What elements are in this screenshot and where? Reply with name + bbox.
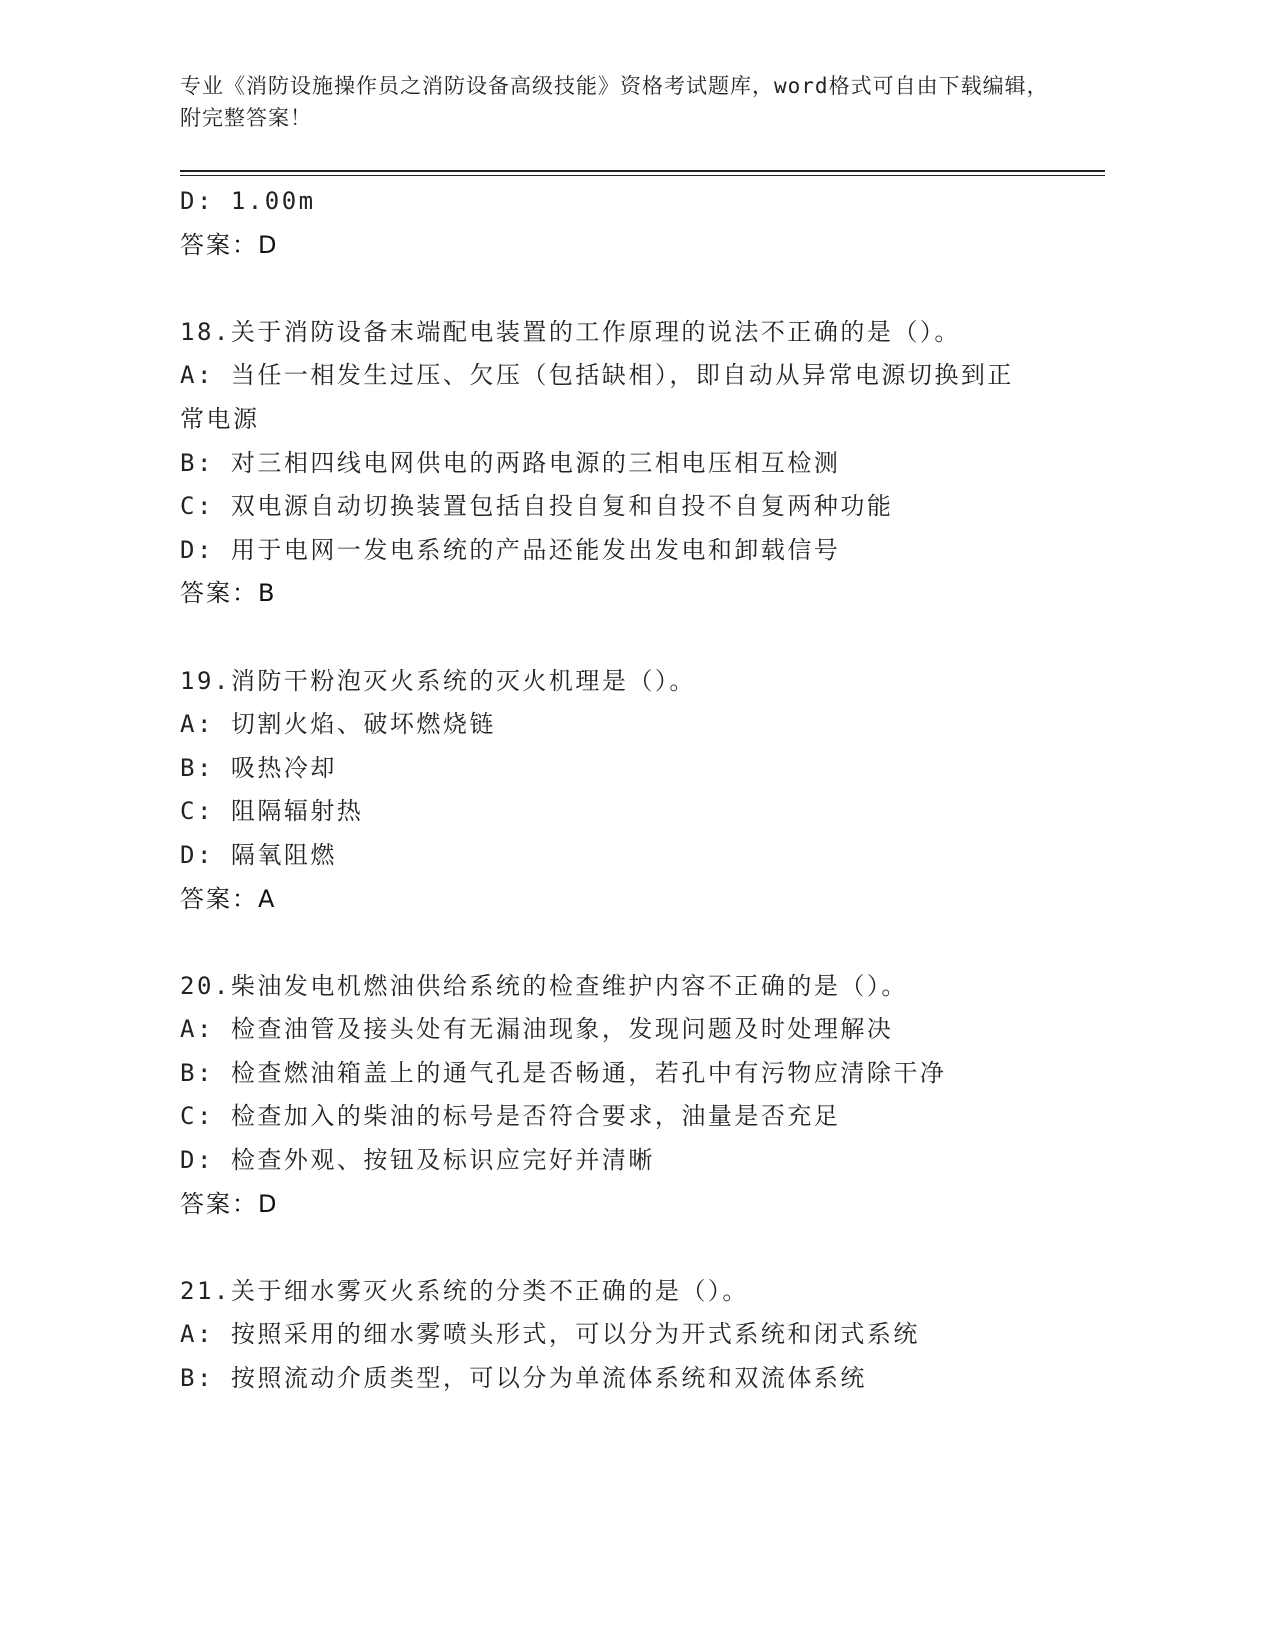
question-text: 20.柴油发电机燃油供给系统的检查维护内容不正确的是（）。 [180,971,908,1000]
option-d: D: 1.00m [180,187,316,215]
option-d: D: 隔氧阻燃 [180,840,337,869]
option-c: C: 阻隔辐射热 [180,797,364,826]
option-a: A: 按照采用的细水雾喷头形式，可以分为开式系统和闭式系统 [180,1320,920,1349]
previous-question-tail [180,180,1105,267]
option-c: C: 检查加入的柴油的标号是否符合要求，油量是否充足 [180,1102,841,1131]
answer: 答案：B [180,579,277,608]
option-a: A: 检查油管及接头处有无漏油现象，发现问题及时处理解决 [180,1015,894,1044]
option-b: B: 按照流动介质类型，可以分为单流体系统和双流体系统 [180,1364,867,1393]
option-d: D: 用于电网一发电系统的产品还能发出发电和卸载信号 [180,535,841,564]
spacer [180,1226,1105,1270]
option-d: D: 检查外观、按钮及标识应完好并清晰 [180,1146,655,1175]
question-18 [180,311,1105,616]
question-text: 19.消防干粉泡灭火系统的灭火机理是（）。 [180,666,696,695]
option-a: A: 切割火焰、破坏燃烧链 [180,710,496,739]
question-text: 21.关于细水雾灭火系统的分类不正确的是（）。 [180,1276,749,1305]
option-b: B: 吸热冷却 [180,753,337,782]
spacer [180,616,1105,660]
question-21 [180,1270,1105,1401]
question-19 [180,660,1105,922]
option-b: B: 对三相四线电网供电的两路电源的三相电压相互检测 [180,448,841,477]
option-c: C: 双电源自动切换装置包括自投自复和自投不自复两种功能 [180,492,894,521]
answer: 答案：D [180,230,279,259]
question-20 [180,965,1105,1227]
header-rule-thick [180,170,1105,172]
page-header: 专业《消防设施操作员之消防设备高级技能》资格考试题库，word格式可自由下载编辑，附完整答案！ [180,74,1049,130]
spacer [180,267,1105,311]
spacer [180,921,1105,965]
option-a: A: 当任一相发生过压、欠压（包括缺相），即自动从异常电源切换到正常电源 [180,361,1014,433]
answer: 答案：D [180,1189,279,1218]
header-rule-thin [180,175,1105,176]
question-list [180,180,1105,1401]
answer: 答案：A [180,884,277,913]
question-text: 18.关于消防设备末端配电装置的工作原理的说法不正确的是（）。 [180,317,961,346]
option-b: B: 检查燃油箱盖上的通气孔是否畅通，若孔中有污物应清除干净 [180,1058,947,1087]
